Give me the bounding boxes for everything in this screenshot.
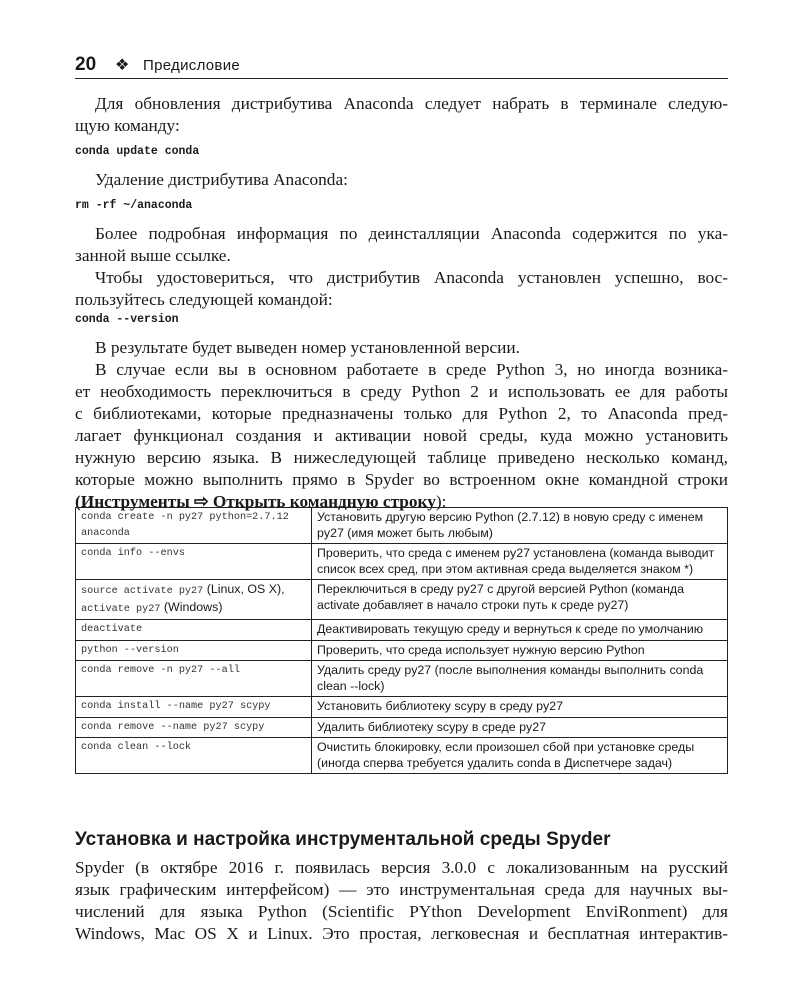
text-line: лагает функционал создания и активации новой среды, куда можно установить [75, 426, 728, 445]
table-row [76, 738, 728, 774]
paragraph-spyder [75, 857, 728, 945]
command-cell: python --version [76, 640, 312, 661]
paren: ): [435, 492, 447, 511]
text-line: нужную версию языка. В нижеследующей таблице приведено несколько команд, [75, 448, 728, 467]
table-row [76, 620, 728, 641]
paragraph-envs [75, 337, 728, 513]
command-cell [76, 580, 312, 620]
description-cell: Установить библиотеку scypy в среду py27 [312, 697, 728, 718]
commands-table [75, 507, 728, 774]
text-line: щую команду: [75, 116, 180, 135]
description-cell: Удалить библиотеку scypy в среде py27 [312, 717, 728, 738]
text-line: язык графическим интерфейсом) — это инструментальная среда для научных вы- [75, 880, 728, 899]
text-line: Удаление дистрибутива Anaconda: [95, 170, 348, 189]
text-line: числений для языка Python (Scientific PYthon Development EnviRonment) для [75, 902, 728, 921]
table-row [76, 661, 728, 697]
code-version: conda --version [75, 313, 179, 326]
paragraph-remove [75, 169, 728, 191]
command: source activate py27 [81, 586, 204, 597]
paragraph-uninstall [75, 223, 728, 311]
text-line: Для обновления дистрибутива Anaconda следует набрать в терминале следую- [95, 94, 728, 113]
table-row [76, 508, 728, 544]
text-line: занной выше ссылке. [75, 246, 231, 265]
command-cell: conda clean --lock [76, 738, 312, 774]
section-heading: Установка и настройка инструментальной среды Spyder [75, 829, 611, 850]
text-line: пользуйтесь следующей командой: [75, 290, 333, 309]
paren: ( [75, 492, 81, 511]
section-title: Предисловие [143, 57, 241, 74]
command-cell: conda remove --name py27 scypy [76, 717, 312, 738]
description-cell: Удалить среду py27 (после выполнения команды выполнить conda clean --lock) [312, 661, 728, 697]
description-cell: Проверить, что среда с именем py27 установлена (команда выводит список всех сред, при этом активная среда выделяется знаком *) [312, 544, 728, 580]
running-header [75, 54, 728, 79]
table-row [76, 640, 728, 661]
description-cell: Деактивировать текущую среду и вернуться к среде по умолчанию [312, 620, 728, 641]
text-line: В случае если вы в основном работаете в среде Python 3, но иногда возника- [95, 360, 728, 379]
command-cell: conda create -n py27 python=2.7.12 anaconda [76, 508, 312, 544]
text-line: с библиотеками, которые предназначены только для Python 2, то Anaconda пред- [75, 404, 728, 423]
table-row [76, 697, 728, 718]
code-update: conda update conda [75, 145, 200, 158]
text-line: ет необходимость переключиться в среду Python 2 и использовать ее для работы [75, 382, 728, 401]
command-cell: deactivate [76, 620, 312, 641]
code-remove: rm -rf ~/anaconda [75, 199, 193, 212]
table-row [76, 717, 728, 738]
table-row [76, 544, 728, 580]
page-number: 20 [75, 54, 97, 75]
text-line: Spyder (в октябре 2016 г. появилась версия 3.0.0 с локализованным на русский [75, 858, 728, 877]
command-cell: conda remove -n py27 --all [76, 661, 312, 697]
description-cell: Установить другую версию Python (2.7.12) в новую среду с именем py27 (имя может быть любым) [312, 508, 728, 544]
paragraph-update [75, 93, 728, 137]
os-note: (Windows) [160, 599, 223, 614]
description-cell: Очистить блокировку, если произошел сбой при установке среды (иногда сперва требуется удалить conda в Диспетчере задач) [312, 738, 728, 774]
description-cell: Проверить, что среда использует нужную версию Python [312, 640, 728, 661]
text-line: В результате будет выведен номер установленной версии. [95, 338, 520, 357]
menu-path: Инструменты ⇨ Открыть командную строку [80, 492, 436, 511]
text-line: Windows, Mac OS X и Linux. Это простая, легковесная и бесплатная интерактив- [75, 924, 728, 943]
ornament-icon: ❖ [115, 57, 130, 74]
description-cell: Переключиться в среду py27 с другой версией Python (команда activate добавляет в начало строки путь к среде py27) [312, 580, 728, 620]
command-cell: conda install --name py27 scypy [76, 697, 312, 718]
text-line: Чтобы удостовериться, что дистрибутив Anaconda установлен успешно, вос- [95, 268, 728, 287]
os-note: (Linux, OS X), [203, 582, 285, 596]
command: activate py27 [81, 603, 161, 615]
text-line: Более подробная информация по деинсталляции Anaconda содержится по ука- [95, 224, 728, 243]
command-cell: conda info --envs [76, 544, 312, 580]
table-row [76, 580, 728, 620]
text-line: которые можно выполнить прямо в Spyder во встроенном окне командной строки [75, 470, 728, 489]
